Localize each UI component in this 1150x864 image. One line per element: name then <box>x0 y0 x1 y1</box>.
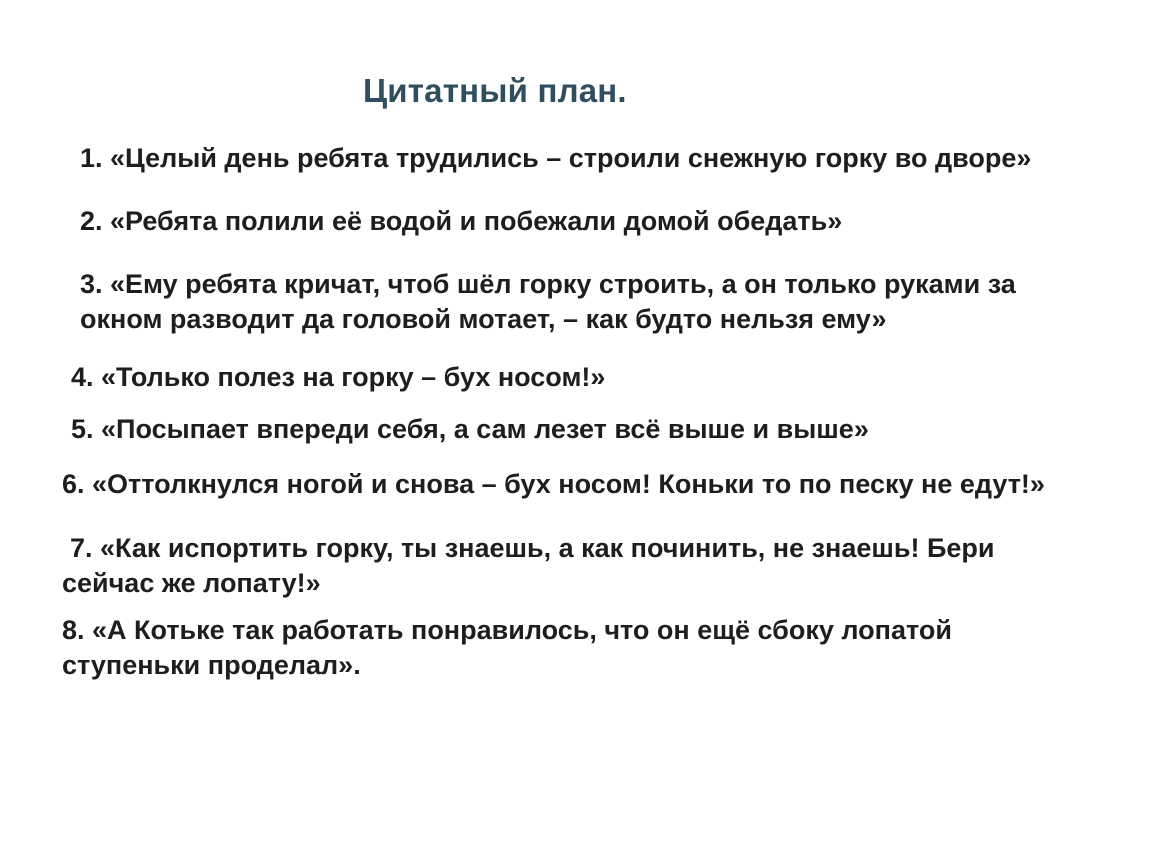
slide-title: Цитатный план. <box>363 72 627 109</box>
plan-item-8-line-1: 8. «А Котьке так работать понравилось, что он ещё сбоку лопатой <box>62 615 952 645</box>
plan-item-3 <box>80 267 1016 337</box>
plan-item-5 <box>71 412 869 447</box>
plan-item-7 <box>62 531 995 601</box>
plan-item-8-line-2: ступеньки проделал». <box>62 650 361 680</box>
plan-item-4 <box>71 360 605 395</box>
plan-item-3-line-1: 3. «Ему ребята кричат, чтоб шёл горку строить, а он только руками за <box>80 269 1016 299</box>
plan-item-7-line-2: сейчас же лопату!» <box>62 568 321 598</box>
plan-item-2 <box>80 204 842 239</box>
plan-item-6-line-1: 6. «Оттолкнулся ногой и снова – бух носом! Коньки то по песку не едут!» <box>62 469 1045 499</box>
plan-item-4-line-1: 4. «Только полез на горку – бух носом!» <box>71 362 606 392</box>
plan-item-7-line-1: 7. «Как испортить горку, ты знаешь, а как починить, не знаешь! Бери <box>70 533 995 563</box>
plan-item-3-line-2: окном разводит да головой мотает, – как будто нельзя ему» <box>80 304 887 334</box>
plan-item-1-line-1: 1. «Целый день ребята трудились – строили снежную горку во дворе» <box>80 143 1032 173</box>
plan-item-2-line-1: 2. «Ребята полили её водой и побежали домой обедать» <box>80 206 843 236</box>
plan-item-5-line-1: 5. «Посыпает впереди себя, а сам лезет всё выше и выше» <box>71 414 869 444</box>
plan-item-1 <box>80 141 1031 176</box>
plan-item-6 <box>62 467 1045 502</box>
plan-item-8 <box>62 613 952 683</box>
